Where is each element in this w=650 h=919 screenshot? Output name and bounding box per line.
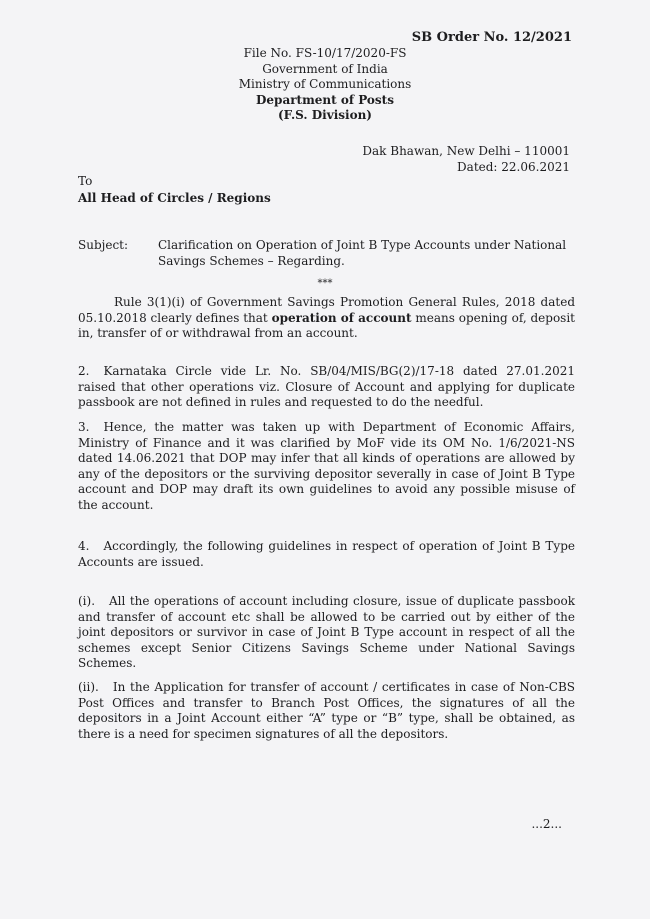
paragraph-1-text-after: means opening of, deposit in, transfer of or withdrawal from an account. [78, 310, 575, 341]
subject-block [78, 237, 575, 269]
paragraph-2-text: Karnataka Circle vide Lr. No. SB/04/MIS/BG(2)/17-18 dated 27.01.2021 raised that other operations viz. Closure of Account and applying for duplicate passbook are not defined in rules and requested to do the needful. [78, 364, 575, 410]
file-number: File No. FS-10/17/2020-FS [243, 46, 407, 60]
subject-text: Clarification on Operation of Joint B Type Accounts under National Savings Schemes – Regarding. [158, 238, 567, 268]
place-date-block [362, 143, 570, 175]
paragraph-3 [78, 420, 575, 514]
guideline-i [78, 594, 575, 672]
paragraph-1-text-before: Rule 3(1)(i) of Government Savings Promotion General Rules, 2018 dated 05.10.2018 clearly defines that [78, 295, 575, 325]
paragraph-4-text: Accordingly, the following guidelines in respect of operation of Joint B Type Accounts are issued. [78, 539, 575, 569]
department-name: Department of Posts [256, 92, 394, 107]
page-continuation: ...2... [531, 817, 562, 831]
guideline-i-number: (i). [78, 594, 96, 608]
subject-label: Subject: [78, 238, 129, 252]
guideline-ii [78, 680, 575, 742]
letterhead [0, 46, 650, 124]
paragraph-2-number: 2. [78, 364, 90, 378]
order-number: SB Order No. 12/2021 [411, 30, 572, 45]
government-name: Government of India [262, 61, 388, 76]
guideline-ii-number: (ii). [78, 680, 99, 694]
ministry-name: Ministry of Communications [238, 77, 412, 91]
addressee-block [78, 173, 271, 207]
paragraph-2 [78, 364, 575, 411]
paragraph-3-text: Hence, the matter was taken up with Department of Economic Affairs, Ministry of Finance and it was clarified by MoF vide its OM No. 1/6/2021-NS dated 14.06.2021 that DOP may infer that all kinds of operations are allowed by any of the depositors or the surviving depositor severally in case of Joint B Type account and DOP may draft its own guidelines to avoid any possible misuse of the account. [78, 420, 575, 512]
paragraph-1-bold-term: operation of account [271, 310, 412, 325]
guideline-i-text: All the operations of account including closure, issue of duplicate passbook and transfer of account etc shall be allowed to be carried out by either of the joint depositors or survivor in case of Joint B Type account in respect of all the schemes except Senior Citizens Savings Scheme under National Savings Schemes. [78, 594, 575, 671]
addressee: All Head of Circles / Regions [78, 191, 271, 205]
paragraph-4 [78, 539, 575, 570]
to-label: To [78, 174, 93, 188]
date: Dated: 22.06.2021 [457, 160, 570, 174]
paragraph-3-number: 3. [78, 420, 90, 434]
separator: *** [317, 278, 333, 289]
paragraph-1 [78, 295, 575, 342]
place: Dak Bhawan, New Delhi – 110001 [362, 144, 570, 158]
division-name: (F.S. Division) [278, 108, 372, 122]
paragraph-4-number: 4. [78, 539, 90, 553]
guideline-ii-text: In the Application for transfer of account / certificates in case of Non-CBS Post Offices and transfer to Branch Post Offices, the signatures of all the depositors in a Joint Account either “A” type or “B” type, shall be obtained, as there is a need for specimen signatures of all the depositors. [78, 680, 575, 741]
